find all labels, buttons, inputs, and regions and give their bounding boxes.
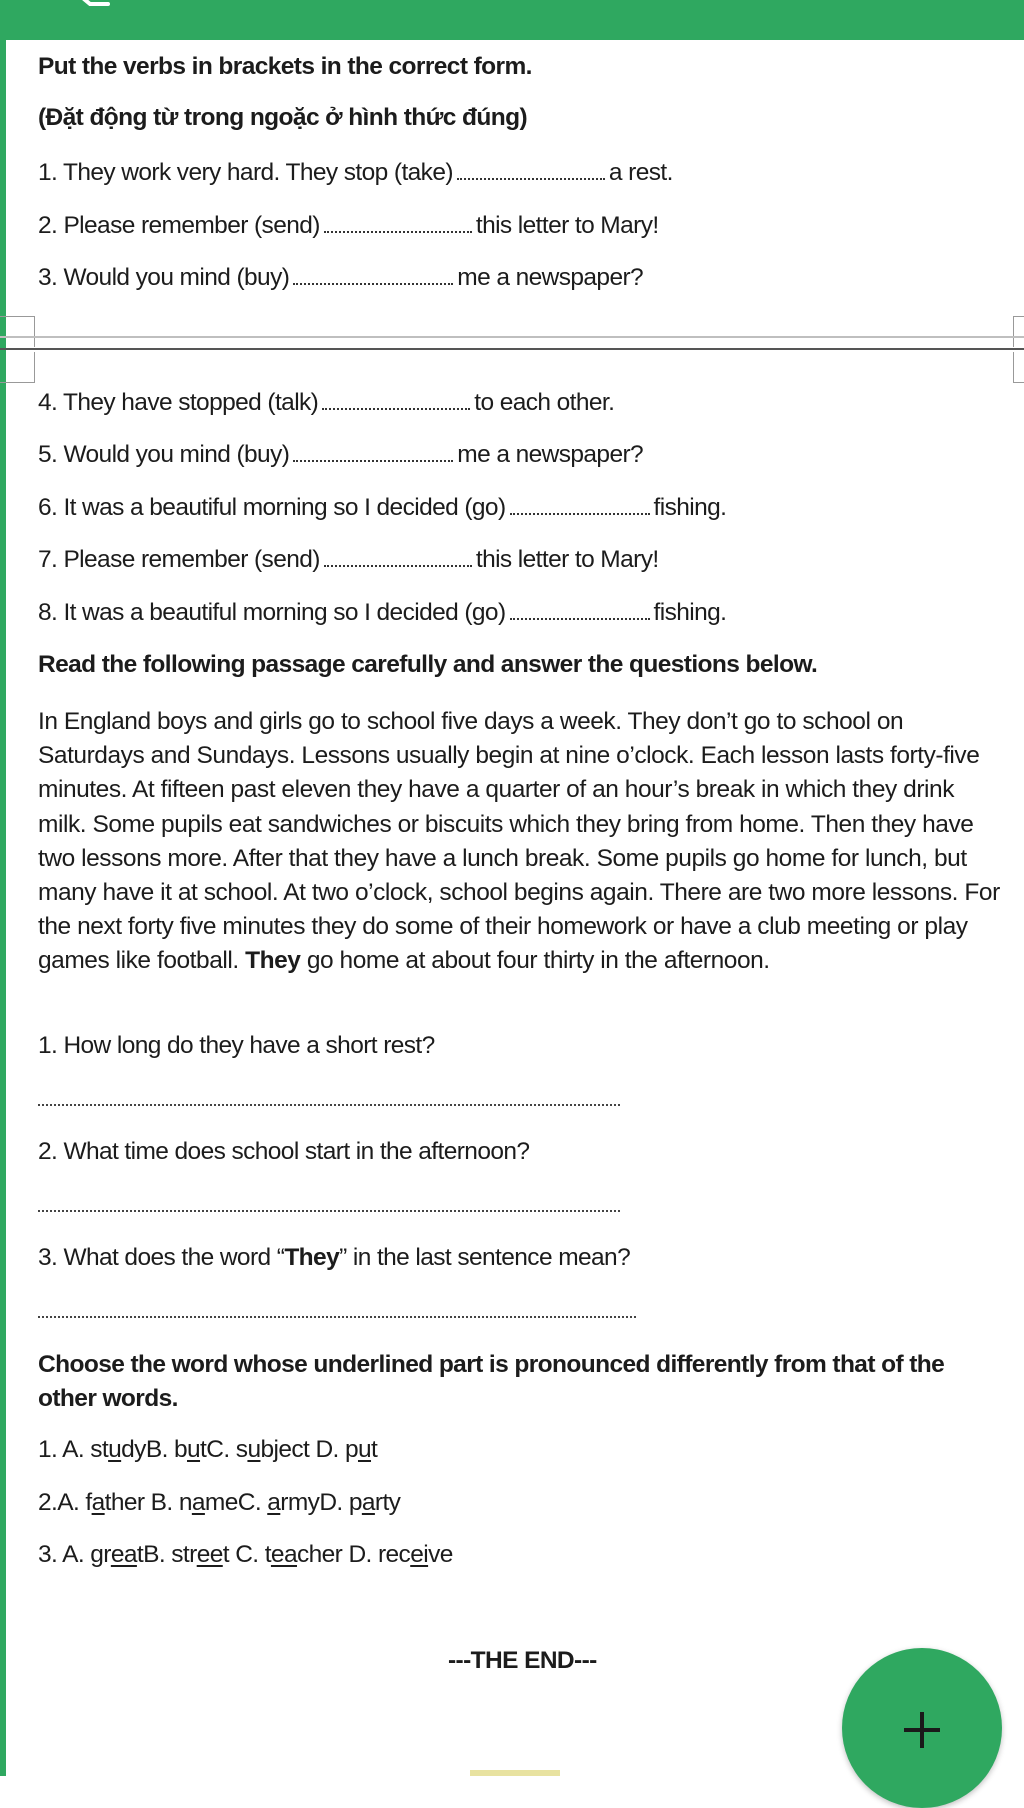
page-corner bbox=[0, 316, 35, 347]
underlined-part: u bbox=[187, 1436, 201, 1463]
option-label: D. bbox=[348, 1541, 378, 1568]
word-part: b bbox=[173, 1436, 188, 1463]
option-label: C. bbox=[235, 1541, 265, 1568]
passage-text: go home at about four thirty in the afternoon. bbox=[306, 947, 770, 975]
add-fab-button[interactable] bbox=[842, 1648, 1002, 1808]
item-number: 3. bbox=[38, 1541, 58, 1568]
word-part: n bbox=[178, 1489, 192, 1516]
answer-blank[interactable] bbox=[293, 458, 453, 462]
page-break bbox=[0, 296, 1024, 356]
option-label: C. bbox=[206, 1436, 236, 1463]
underlined-part: a bbox=[91, 1489, 105, 1516]
answer-line-2[interactable] bbox=[38, 1210, 620, 1212]
option-c[interactable] bbox=[206, 1436, 315, 1463]
option-d[interactable] bbox=[315, 1436, 377, 1463]
exercise-text: this letter to Mary! bbox=[475, 212, 659, 239]
option-label: C. bbox=[237, 1489, 268, 1516]
question-1: 1. How long do they have a short rest? bbox=[38, 1032, 435, 1059]
answer-blank[interactable] bbox=[322, 406, 470, 410]
question-text: 3. What does the word “ bbox=[38, 1244, 285, 1271]
verb-exercise-4 bbox=[38, 388, 614, 418]
exercise-text: fishing. bbox=[653, 599, 727, 626]
option-d[interactable] bbox=[348, 1541, 452, 1568]
question-3 bbox=[38, 1243, 630, 1273]
option-label: B. bbox=[145, 1436, 174, 1463]
option-label: D. bbox=[319, 1489, 349, 1516]
option-b[interactable] bbox=[146, 1436, 206, 1463]
exercise-text: me a newspaper? bbox=[457, 441, 644, 468]
question-text: ” in the last sentence mean? bbox=[339, 1244, 631, 1271]
question-2: 2. What time does school start in the afternoon? bbox=[38, 1138, 530, 1165]
exercise-text: 7. Please remember (send) bbox=[38, 546, 320, 573]
word-part: t bbox=[264, 1541, 271, 1568]
verb-exercise-1 bbox=[38, 158, 673, 188]
option-label: B. bbox=[150, 1489, 179, 1516]
exercise-text: me a newspaper? bbox=[457, 264, 644, 291]
word-part: ther bbox=[104, 1489, 151, 1516]
option-label: A. bbox=[57, 1489, 86, 1516]
word-part: t bbox=[200, 1436, 207, 1463]
word-part: cher bbox=[296, 1541, 349, 1568]
page-corner bbox=[0, 352, 35, 383]
instruction-verbs-vi: (Đặt động từ trong ngoặc ở hình thức đúng) bbox=[38, 104, 528, 131]
the-end-label: ---THE END--- bbox=[448, 1647, 597, 1674]
verb-exercise-7 bbox=[38, 545, 659, 575]
item-number: 2. bbox=[38, 1489, 58, 1516]
option-c[interactable] bbox=[235, 1541, 348, 1568]
exercise-text: 6. It was a beautiful morning so I decided (go) bbox=[38, 494, 506, 521]
divider bbox=[0, 348, 1024, 350]
option-label: A. bbox=[62, 1436, 91, 1463]
underlined-part: ea bbox=[110, 1541, 137, 1568]
underlined-part: ei bbox=[410, 1541, 429, 1568]
word-part: p bbox=[344, 1436, 358, 1463]
option-a[interactable] bbox=[62, 1541, 143, 1568]
word-part: t bbox=[136, 1541, 144, 1568]
option-a[interactable] bbox=[62, 1436, 146, 1463]
back-arrow-icon[interactable] bbox=[76, 0, 110, 6]
top-app-bar bbox=[0, 0, 1024, 40]
answer-blank[interactable] bbox=[324, 563, 472, 567]
word-part: str bbox=[171, 1541, 197, 1568]
pronunciation-item-2 bbox=[38, 1488, 400, 1518]
answer-blank[interactable] bbox=[457, 176, 605, 180]
answer-blank[interactable] bbox=[510, 616, 650, 620]
word-part: rmy bbox=[280, 1489, 320, 1516]
instruction-reading: Read the following passage carefully and answer the questions below. bbox=[38, 651, 818, 678]
exercise-text: a rest. bbox=[608, 159, 673, 186]
option-b[interactable] bbox=[143, 1541, 235, 1568]
word-part: s bbox=[235, 1436, 248, 1463]
underlined-part: a bbox=[361, 1489, 375, 1516]
answer-line-1[interactable] bbox=[38, 1104, 620, 1106]
underlined-part: u bbox=[247, 1436, 261, 1463]
answer-blank[interactable] bbox=[510, 511, 650, 515]
option-d[interactable] bbox=[319, 1489, 400, 1516]
verb-exercise-6 bbox=[38, 493, 726, 523]
option-label: B. bbox=[143, 1541, 172, 1568]
exercise-text: 4. They have stopped (talk) bbox=[38, 389, 319, 416]
exercise-text: 2. Please remember (send) bbox=[38, 212, 320, 239]
instruction-verbs: Put the verbs in brackets in the correct form. bbox=[38, 53, 532, 80]
option-a[interactable] bbox=[57, 1489, 150, 1516]
word-part: ve bbox=[428, 1541, 453, 1568]
word-part: gr bbox=[90, 1541, 111, 1568]
word-part: t bbox=[371, 1436, 378, 1463]
exercise-text: this letter to Mary! bbox=[475, 546, 659, 573]
question-bold-word: They bbox=[284, 1244, 340, 1271]
exercise-text: to each other. bbox=[474, 389, 615, 416]
item-number: 1. bbox=[38, 1436, 58, 1463]
underlined-part: ee bbox=[196, 1541, 223, 1568]
exercise-text: fishing. bbox=[653, 494, 727, 521]
option-b[interactable] bbox=[151, 1489, 238, 1516]
word-part: rec bbox=[377, 1541, 411, 1568]
answer-blank[interactable] bbox=[293, 281, 453, 285]
word-part: me bbox=[204, 1489, 238, 1516]
word-part: rty bbox=[374, 1489, 401, 1516]
verb-exercise-2 bbox=[38, 211, 659, 241]
word-part: p bbox=[348, 1489, 362, 1516]
exercise-text: 1. They work very hard. They stop (take) bbox=[38, 159, 453, 186]
pronunciation-item-3 bbox=[38, 1540, 453, 1570]
answer-line-3[interactable] bbox=[38, 1316, 636, 1318]
bottom-strip bbox=[470, 1770, 560, 1776]
exercise-text: 3. Would you mind (buy) bbox=[38, 264, 290, 291]
exercise-text: 8. It was a beautiful morning so I decided (go) bbox=[38, 599, 506, 626]
word-part: f bbox=[85, 1489, 92, 1516]
passage-bold-word: They bbox=[245, 947, 301, 975]
divider bbox=[0, 336, 1024, 338]
underlined-part: u bbox=[108, 1436, 122, 1463]
option-label: D. bbox=[315, 1436, 345, 1463]
word-part: dy bbox=[121, 1436, 146, 1463]
word-part: st bbox=[90, 1436, 109, 1463]
verb-exercise-5 bbox=[38, 440, 643, 470]
word-part: t bbox=[222, 1541, 236, 1568]
verb-exercise-8 bbox=[38, 598, 726, 628]
reading-passage bbox=[38, 705, 1008, 979]
underlined-part: a bbox=[267, 1489, 281, 1516]
page-corner bbox=[1013, 316, 1024, 347]
option-c[interactable] bbox=[238, 1489, 320, 1516]
option-label: A. bbox=[62, 1541, 91, 1568]
answer-blank[interactable] bbox=[324, 229, 472, 233]
underlined-part: a bbox=[191, 1489, 205, 1516]
instruction-pronunciation: Choose the word whose underlined part is pronounced differently from that of the other words. bbox=[38, 1351, 945, 1412]
plus-icon bbox=[920, 1712, 924, 1748]
underlined-part: ea bbox=[270, 1541, 297, 1568]
page-corner bbox=[1013, 352, 1024, 383]
passage-text: In England boys and girls go to school five days a week. They don’t go to school on Saturdays and Sundays. Lessons usually begin at nine o’clock. Each lesson lasts forty-five minutes. At fifteen past eleven they have a quarter of an hour’s break in which they drink milk. Some pupils eat sandwiches or biscuits which they bring from home. Then they have two lessons more. After that they have a lunch break. Some pupils go home for lunch, but many have it at school. At two o’clock, school begins again. There are two more lessons. For the next forty five minutes they do some of their homework or have a club meeting or play games like football. bbox=[38, 708, 1000, 975]
underlined-part: u bbox=[357, 1436, 372, 1463]
verb-exercise-3 bbox=[38, 263, 643, 293]
pronunciation-item-1 bbox=[38, 1435, 377, 1465]
exercise-text: 5. Would you mind (buy) bbox=[38, 441, 290, 468]
word-part: bject bbox=[260, 1436, 316, 1463]
